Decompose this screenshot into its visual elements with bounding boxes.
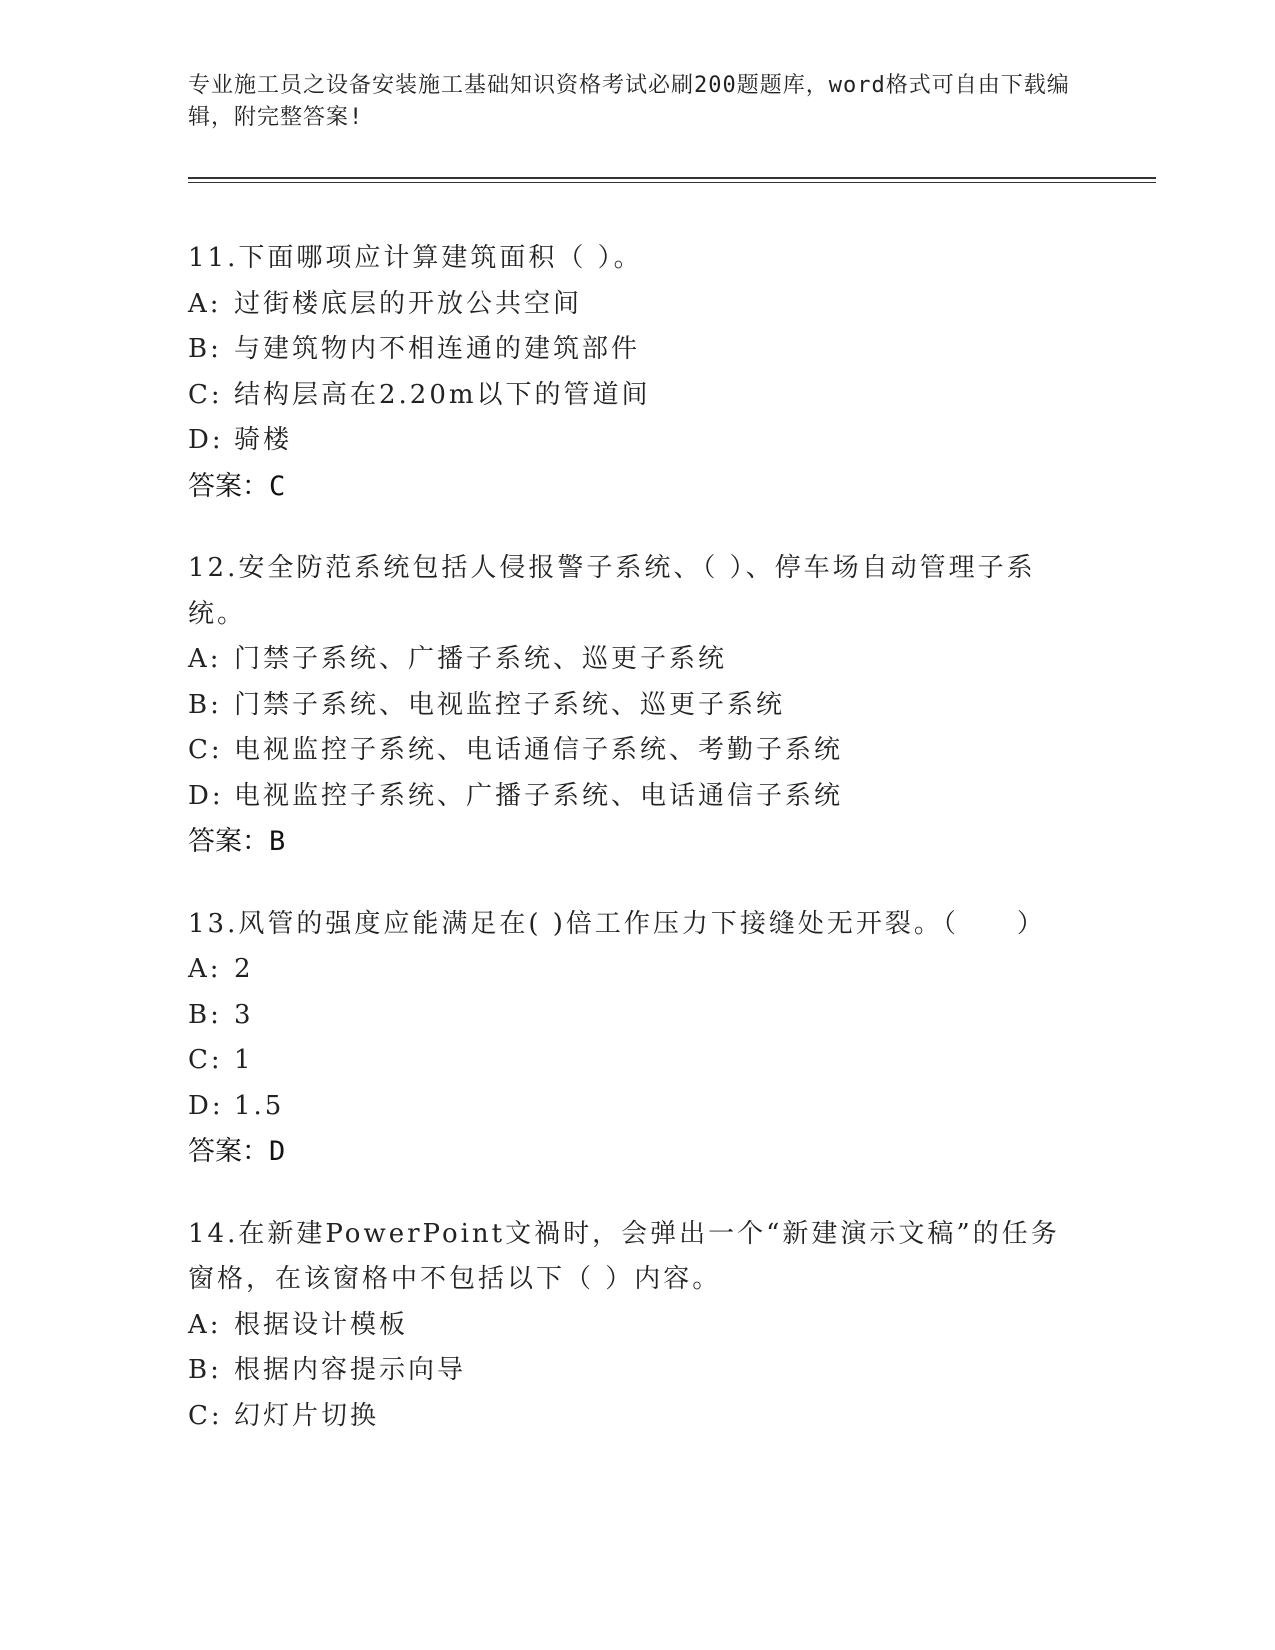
question-12 xyxy=(188,546,1068,865)
option-key: B: xyxy=(188,999,222,1030)
option-text: 门禁子系统、广播子系统、巡更子系统 xyxy=(234,644,728,674)
option-a xyxy=(188,637,1068,683)
option-c xyxy=(188,373,1068,419)
option-text: 1 xyxy=(234,1045,254,1075)
answer-line xyxy=(188,464,1068,510)
option-d xyxy=(188,418,1068,464)
option-key: C: xyxy=(188,379,223,410)
option-text: 电视监控子系统、广播子系统、电话通信子系统 xyxy=(234,780,844,811)
option-key: C: xyxy=(188,1045,223,1075)
question-14 xyxy=(188,1212,1068,1440)
option-c xyxy=(188,1394,1068,1440)
question-list xyxy=(188,236,1068,1476)
answer-label: 答案： xyxy=(188,826,269,857)
option-text: 3 xyxy=(234,999,254,1030)
option-text: 根据内容提示向导 xyxy=(234,1355,467,1385)
option-b xyxy=(188,683,1068,729)
option-key: D: xyxy=(188,1090,224,1121)
question-stem: 13.风管的强度应能满足在( )倍工作压力下接缝处无开裂。（ ） xyxy=(188,908,1046,939)
option-key: A: xyxy=(188,954,222,984)
option-text: 幻灯片切换 xyxy=(234,1400,380,1431)
option-key: C: xyxy=(188,1400,223,1431)
question-stem: 12.安全防范系统包括人侵报警子系统、（ ）、停车场自动管理子系统。 xyxy=(188,553,1036,629)
question-13 xyxy=(188,902,1068,1175)
option-key: A: xyxy=(188,1309,222,1340)
answer-line xyxy=(188,1129,1068,1175)
option-a xyxy=(188,282,1068,328)
option-b xyxy=(188,327,1068,373)
option-text: 1.5 xyxy=(234,1090,285,1121)
answer-value: D xyxy=(269,1136,286,1167)
option-key: C: xyxy=(188,735,223,765)
option-key: D: xyxy=(188,780,224,811)
option-a xyxy=(188,947,1068,993)
document-header: 专业施工员之设备安装施工基础知识资格考试必刷200题题库，word格式可自由下载编辑，附完整答案! xyxy=(188,73,1070,130)
option-key: B: xyxy=(188,334,222,364)
option-c xyxy=(188,728,1068,774)
option-a xyxy=(188,1303,1068,1349)
question-stem: 14.在新建PowerPoint文禍时，会弹出一个“新建演示文稿”的任务窗格，在该窗格中不包括以下（ ）内容。 xyxy=(188,1218,1060,1294)
answer-label: 答案： xyxy=(188,470,269,502)
option-b xyxy=(188,1348,1068,1394)
option-c xyxy=(188,1038,1068,1084)
option-text: 结构层高在2.20m以下的管道间 xyxy=(234,379,651,410)
header-divider xyxy=(188,177,1156,179)
option-text: 电视监控子系统、电话通信子系统、考勤子系统 xyxy=(234,735,844,765)
question-11 xyxy=(188,236,1068,509)
option-text: 门禁子系统、电视监控子系统、巡更子系统 xyxy=(234,689,786,720)
option-d xyxy=(188,1084,1068,1130)
option-text: 过街楼底层的开放公共空间 xyxy=(234,288,583,319)
answer-value: B xyxy=(269,826,286,857)
option-text: 与建筑物内不相连通的建筑部件 xyxy=(234,334,641,364)
option-key: A: xyxy=(188,288,222,319)
answer-label: 答案： xyxy=(188,1136,269,1167)
option-d xyxy=(188,774,1068,820)
answer-value: C xyxy=(269,470,286,502)
option-text: 2 xyxy=(234,954,254,984)
question-stem: 11.下面哪项应计算建筑面积（ ）。 xyxy=(188,243,643,273)
answer-line xyxy=(188,819,1068,865)
header-divider-thin xyxy=(188,182,1156,183)
option-key: D: xyxy=(188,425,224,455)
option-text: 骑楼 xyxy=(234,425,293,455)
option-key: B: xyxy=(188,1355,222,1385)
option-key: B: xyxy=(188,689,222,720)
option-text: 根据设计模板 xyxy=(234,1309,409,1340)
option-b xyxy=(188,993,1068,1039)
option-key: A: xyxy=(188,644,222,674)
